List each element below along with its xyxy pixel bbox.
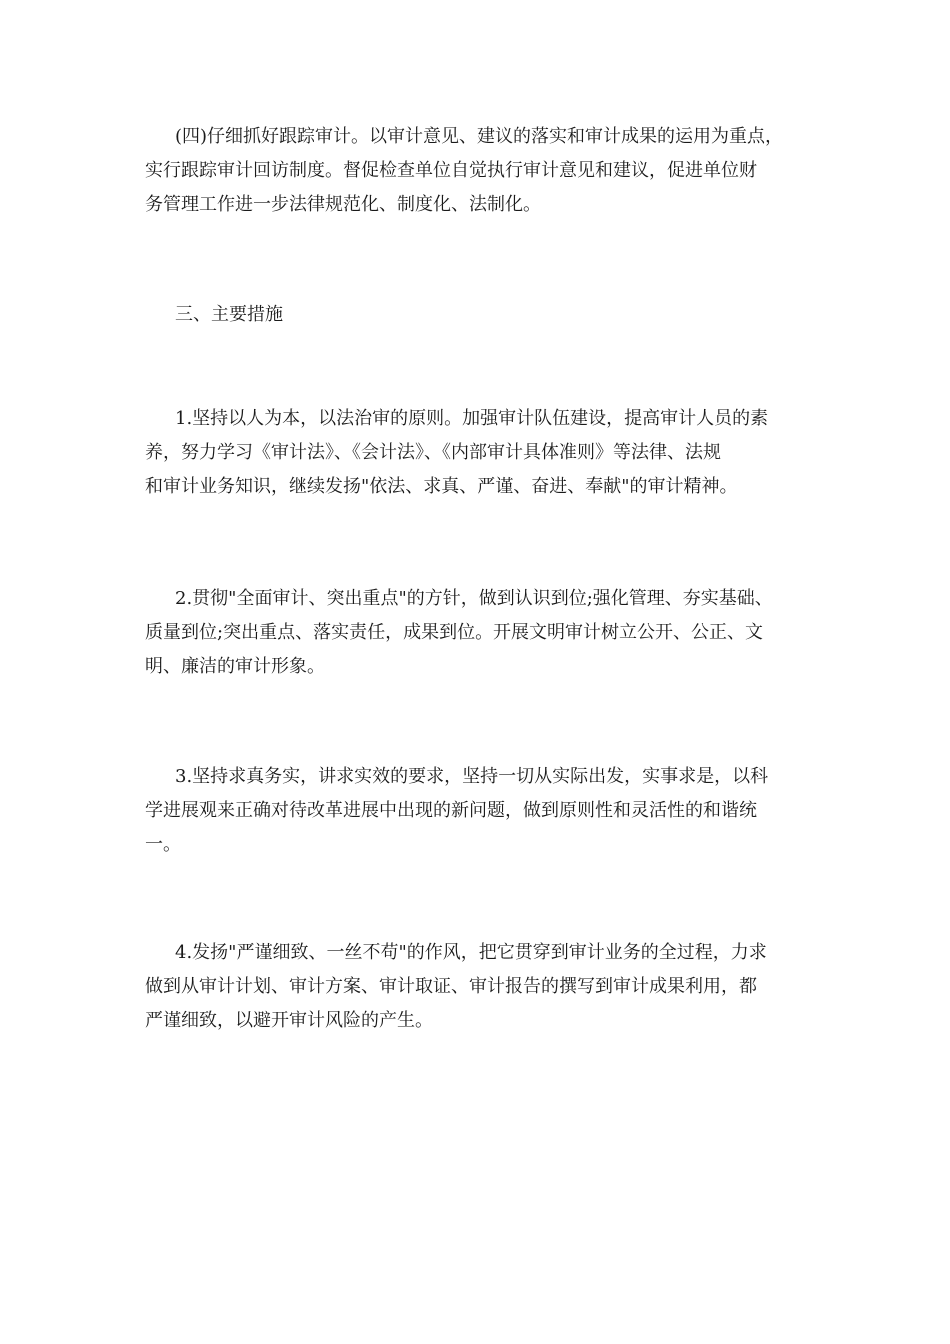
paragraph-line: 明、廉洁的审计形象。 (145, 656, 325, 677)
paragraph-line: 养，努力学习《审计法》、《会计法》、《内部审计具体准则》等法律、法规 (145, 442, 721, 463)
paragraph-line: 一。 (145, 834, 181, 855)
paragraph-line: 实行跟踪审计回访制度。督促检查单位自觉执行审计意见和建议，促进单位财 (145, 160, 757, 181)
paragraph-measure-3 (145, 760, 810, 862)
paragraph-measure-2 (145, 582, 810, 684)
paragraph-follow-up-audit (145, 120, 810, 222)
paragraph-line: 和审计业务知识，继续发扬"依法、求真、严谨、奋进、奉献"的审计精神。 (145, 476, 738, 497)
paragraph-line: 3.坚持求真务实，讲求实效的要求，坚持一切从实际出发，实事求是，以科 (175, 766, 769, 787)
paragraph-line: (四)仔细抓好跟踪审计。以审计意见、建议的落实和审计成果的运用为重点， (175, 126, 784, 147)
paragraph-line: 4.发扬"严谨细致、一丝不苟"的作风，把它贯穿到审计业务的全过程，力求 (175, 942, 767, 963)
paragraph-line: 质量到位;突出重点、落实责任，成果到位。开展文明审计树立公开、公正、文 (145, 622, 764, 643)
paragraph-measure-1 (145, 402, 810, 504)
paragraph-measure-4 (145, 936, 810, 1038)
paragraph-line: 学进展观来正确对待改革进展中出现的新问题，做到原则性和灵活性的和谐统 (145, 800, 757, 821)
section-heading-text: 三、主要措施 (175, 304, 283, 325)
paragraph-line: 严谨细致，以避开审计风险的产生。 (145, 1010, 433, 1031)
paragraph-line: 1.坚持以人为本，以法治审的原则。加强审计队伍建设，提高审计人员的素 (175, 408, 769, 429)
paragraph-line: 务管理工作进一步法律规范化、制度化、法制化。 (145, 194, 541, 215)
section-heading (145, 298, 810, 332)
paragraph-line: 做到从审计计划、审计方案、审计取证、审计报告的撰写到审计成果利用，都 (145, 976, 757, 997)
paragraph-line: 2.贯彻"全面审计、突出重点"的方针，做到认识到位;强化管理、夯实基础、 (175, 588, 773, 609)
